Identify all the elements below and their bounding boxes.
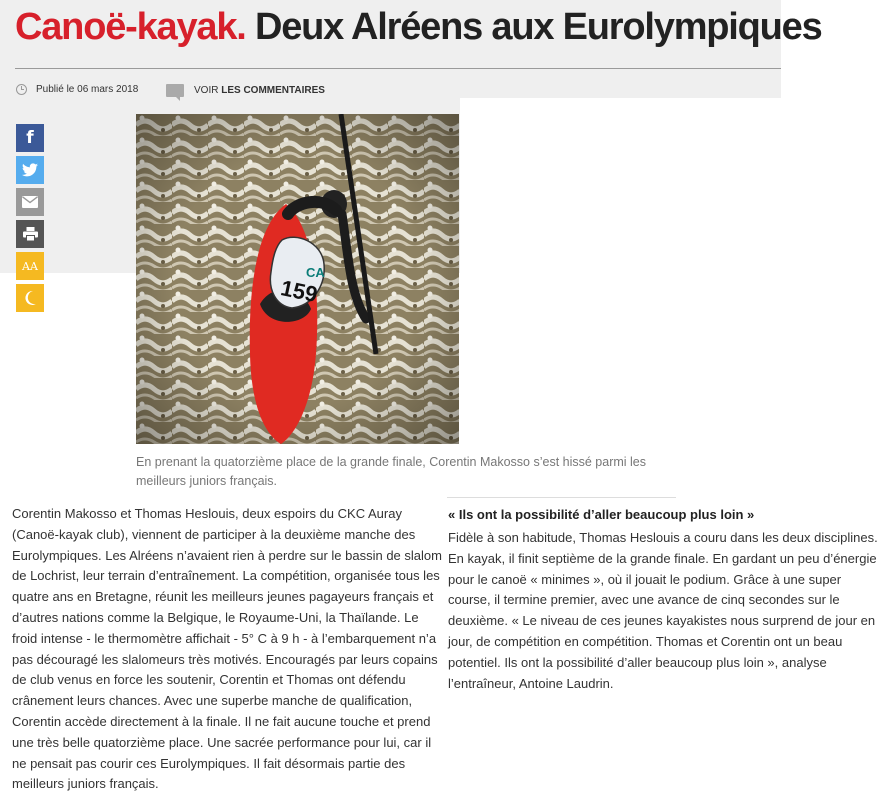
subheading-quote: « Ils ont la possibilité d’aller beaucoup plus loin » — [448, 507, 755, 522]
article-title — [15, 6, 822, 49]
comments-label: LES COMMENTAIRES — [221, 85, 325, 96]
view-comments-link[interactable] — [166, 84, 325, 97]
twitter-icon — [22, 163, 38, 177]
section-divider — [447, 497, 676, 498]
moon-icon — [23, 290, 37, 306]
comments-link-text — [194, 85, 325, 96]
publish-date-text: Publié le 06 mars 2018 — [36, 84, 139, 95]
printer-icon — [23, 227, 38, 241]
article-paragraph-1: Corentin Makosso et Thomas Heslouis, deux espoirs du CKC Auray (Canoë-kayak club), viennent de participer à la deuxième manche des Eurolympiques. Les Alréens n’avaient rien à perdre sur le bassin de slalom de Lochrist, leur terrain d’entraînement. La compétition, organisée tous les quatre ans en Bretagne, réunit les meilleurs jeunes pagayeurs français et d’autres nations comme la Belgique, le Royaume-Uni, la Thaïlande. Le froid intense - le thermomètre affichait - 5° C à 9 h - à l’embarquement n’a pas découragé les slalomeurs très motivés. Encouragés par leurs copains de club venus en force les soutenir, Corentin et Thomas ont défendu crânement leurs chances. Avec une superbe manche de qualification, Corentin accède directement à la finale. Il ne fait aucune touche et prend une très belle quatorzième place. Une sacrée performance pour lui, car il ne pensait pas courir ces Eurolympiques. Il fait désormais partie des meilleurs juniors français. — [12, 506, 442, 792]
header-background-cutout — [460, 98, 781, 278]
article-paragraph-2: Fidèle à son habitude, Thomas Heslouis a couru dans les deux disciplines. En kayak, il finit septième de la grande finale. En gardant un peu d’énergie pour le canoë « minimes », où il jouait le podium. Grâce à une super course, il termine premier, avec une avance de cinq secondes sur le deuxième. « Le niveau de ces jeunes kayakistes nous surprend de jour en jour, de compétition en compétition. Thomas et Corentin ont un beau potentiel. Ils ont la possibilité d’aller beaucoup plus loin », analyse l’entraîneur, Antoine Laudrin. — [448, 530, 878, 691]
facebook-icon: f — [26, 128, 34, 148]
title-divider — [15, 68, 781, 69]
font-size-icon: AA — [22, 259, 38, 273]
print-button[interactable] — [16, 220, 44, 248]
font-size-button[interactable] — [16, 252, 44, 280]
title-kicker: Canoë-kayak. — [15, 6, 246, 48]
publish-date — [16, 84, 138, 95]
photo-caption: En prenant la quatorzième place de la grande finale, Corentin Makosso s’est hissé parmi les meilleurs juniors français. — [136, 455, 646, 488]
svg-text:CA: CA — [306, 265, 325, 280]
bib-number: 159 — [278, 275, 320, 308]
twitter-share-button[interactable] — [16, 156, 44, 184]
email-share-button[interactable] — [16, 188, 44, 216]
envelope-icon — [22, 196, 38, 208]
clock-icon — [16, 84, 27, 95]
article-photo — [136, 114, 459, 444]
title-main: Deux Alréens aux Eurolympiques — [254, 6, 822, 48]
comment-bubble-icon — [166, 84, 184, 97]
night-mode-button[interactable] — [16, 284, 44, 312]
comments-prefix: VOIR — [194, 85, 219, 96]
facebook-share-button[interactable] — [16, 124, 44, 152]
